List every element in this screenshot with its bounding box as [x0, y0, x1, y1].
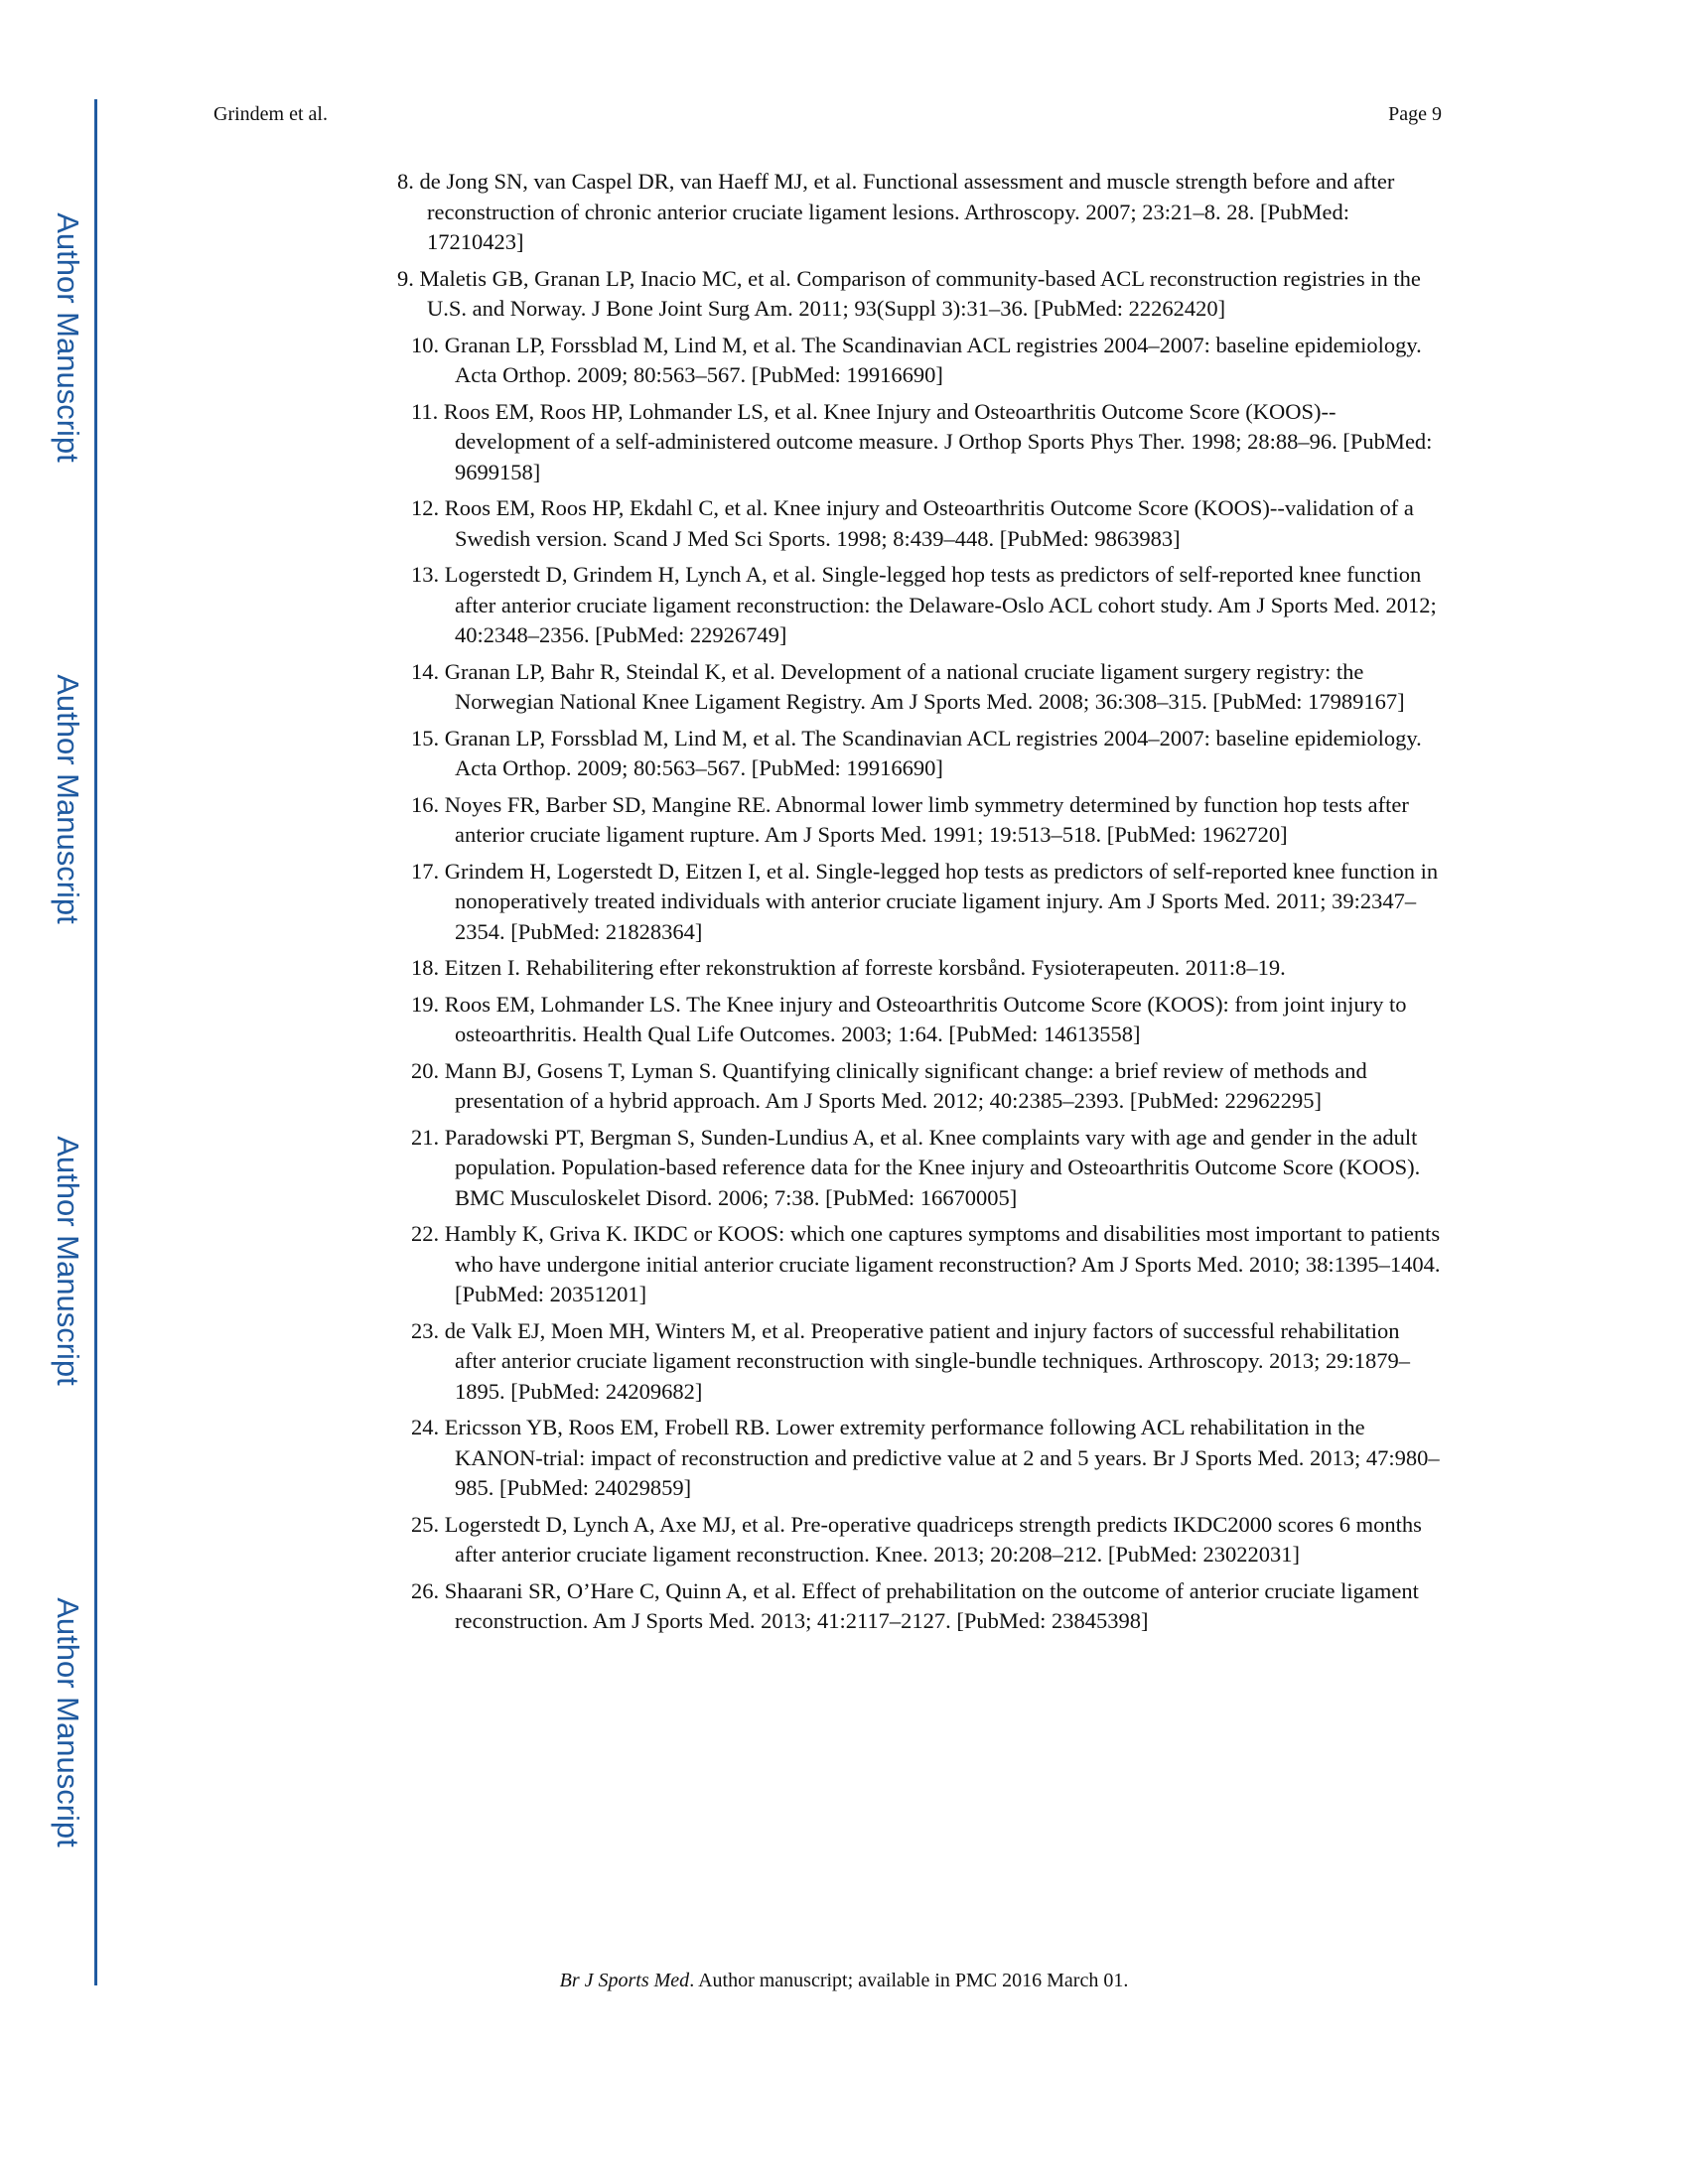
reference-number: 19.	[411, 991, 440, 1017]
reference-item	[411, 724, 1444, 784]
reference-number: 16.	[411, 791, 440, 817]
reference-text: Logerstedt D, Lynch A, Axe MJ, et al. Pre-operative quadriceps strength predicts IKDC2000 scores 6 months after anterior cruciate ligament reconstruction. Knee. 2013; 20:208–212. [PubMed: 23022031]	[444, 1511, 1422, 1567]
reference-item	[411, 1316, 1444, 1408]
reference-number: 12.	[411, 495, 440, 520]
reference-number: 11.	[411, 398, 439, 424]
sidebar-divider	[94, 99, 97, 1985]
reference-item	[411, 657, 1444, 718]
reference-number: 26.	[411, 1577, 440, 1603]
reference-text: Grindem H, Logerstedt D, Eitzen I, et al. Single-legged hop tests as predictors of self-reported knee function in nonoperatively treated individuals with anterior cruciate ligament injury. Am J Sports Med. 2011; 39:2347–2354. [PubMed: 21828364]	[444, 858, 1439, 944]
reference-text: Granan LP, Forssblad M, Lind M, et al. The Scandinavian ACL registries 2004–2007: baseline epidemiology. Acta Orthop. 2009; 80:563–567. [PubMed: 19916690]	[444, 332, 1422, 387]
reference-number: 14.	[411, 658, 440, 684]
reference-item	[411, 331, 1444, 391]
footer-text: . Author manuscript; available in PMC 2016 March 01.	[689, 1970, 1129, 1991]
reference-number: 13.	[411, 562, 440, 587]
reference-item	[411, 560, 1444, 651]
page-footer	[0, 1970, 1688, 1992]
reference-text: Maletis GB, Granan LP, Inacio MC, et al. Comparison of community-based ACL reconstruction registries in the U.S. and Norway. J Bone Joint Surg Am. 2011; 93(Suppl 3):31–36. [PubMed: 22262420]	[419, 265, 1421, 321]
reference-item	[411, 990, 1444, 1050]
reference-number: 17.	[411, 858, 440, 884]
reference-text: Granan LP, Bahr R, Steindal K, et al. Development of a national cruciate ligament surgery registry: the Norwegian National Knee Ligament Registry. Am J Sports Med. 2008; 36:308–315. [PubMed: 17989167]	[444, 658, 1405, 714]
reference-item	[411, 493, 1444, 554]
reference-item	[411, 397, 1444, 488]
reference-item	[411, 790, 1444, 851]
reference-text: Shaarani SR, O’Hare C, Quinn A, et al. Effect of prehabilitation on the outcome of anterior cruciate ligament reconstruction. Am J Sports Med. 2013; 41:2117–2127. [PubMed: 23845398]	[444, 1577, 1419, 1633]
reference-text: Mann BJ, Gosens T, Lyman S. Quantifying clinically significant change: a brief review of methods and presentation of a hybrid approach. Am J Sports Med. 2012; 40:2385–2393. [PubMed: 22962295]	[444, 1057, 1367, 1113]
reference-text: Roos EM, Lohmander LS. The Knee injury and Osteoarthritis Outcome Score (KOOS): from joint injury to osteoarthritis. Health Qual Life Outcomes. 2003; 1:64. [PubMed: 14613558]	[444, 991, 1407, 1046]
reference-item	[411, 1510, 1444, 1570]
page-number: Page 9	[1388, 103, 1442, 125]
reference-number: 20.	[411, 1057, 440, 1083]
reference-item	[411, 1056, 1444, 1117]
reference-number: 18.	[411, 955, 440, 980]
reference-item	[397, 264, 1444, 325]
reference-number: 21.	[411, 1124, 440, 1150]
reference-number: 10.	[411, 332, 440, 357]
footer-journal: Br J Sports Med	[559, 1970, 690, 1991]
reference-item	[411, 1413, 1444, 1504]
reference-text: de Valk EJ, Moen MH, Winters M, et al. Preoperative patient and injury factors of successful rehabilitation after anterior cruciate ligament reconstruction with single-bundle techniques. Arthroscopy. 2013; 29:1879–1895. [PubMed: 24209682]	[444, 1317, 1411, 1404]
reference-item	[411, 1123, 1444, 1214]
reference-text: Roos EM, Roos HP, Lohmander LS, et al. Knee Injury and Osteoarthritis Outcome Score (KOOS)--development of a self-administered outcome measure. J Orthop Sports Phys Ther. 1998; 28:88–96. [PubMed: 9699158]	[443, 398, 1433, 484]
reference-number: 15.	[411, 725, 440, 751]
reference-text: Paradowski PT, Bergman S, Sunden-Lundius A, et al. Knee complaints vary with age and gender in the adult population. Population-based reference data for the Knee injury and Osteoarthritis Outcome Score (KOOS). BMC Musculoskelet Disord. 2006; 7:38. [PubMed: 16670005]	[444, 1124, 1421, 1210]
reference-text: Noyes FR, Barber SD, Mangine RE. Abnormal lower limb symmetry determined by function hop tests after anterior cruciate ligament rupture. Am J Sports Med. 1991; 19:513–518. [PubMed: 1962720]	[444, 791, 1409, 847]
reference-text: Hambly K, Griva K. IKDC or KOOS: which one captures symptoms and disabilities most important to patients who have undergone initial anterior cruciate ligament reconstruction? Am J Sports Med. 2010; 38:1395–1404. [PubMed: 20351201]	[444, 1221, 1441, 1306]
reference-item	[397, 167, 1444, 258]
reference-text: Logerstedt D, Grindem H, Lynch A, et al. Single-legged hop tests as predictors of self-reported knee function after anterior cruciate ligament reconstruction: the Delaware-Oslo ACL cohort study. Am J Sports Med. 2012; 40:2348–2356. [PubMed: 22926749]	[444, 562, 1437, 647]
reference-text: Ericsson YB, Roos EM, Frobell RB. Lower extremity performance following ACL rehabilitation in the KANON-trial: impact of reconstruction and predictive value at 2 and 5 years. Br J Sports Med. 2013; 47:980–985. [PubMed: 24029859]	[444, 1415, 1440, 1500]
reference-number: 22.	[411, 1221, 440, 1246]
reference-number: 23.	[411, 1317, 440, 1343]
reference-text: Granan LP, Forssblad M, Lind M, et al. The Scandinavian ACL registries 2004–2007: baseline epidemiology. Acta Orthop. 2009; 80:563–567. [PubMed: 19916690]	[444, 725, 1422, 780]
reference-item	[411, 857, 1444, 948]
reference-number: 25.	[411, 1511, 440, 1537]
reference-item	[411, 1576, 1444, 1637]
reference-text: Eitzen I. Rehabilitering efter rekonstruktion af forreste korsbånd. Fysioterapeuten. 2011:8–19.	[444, 955, 1286, 980]
reference-item	[411, 1219, 1444, 1310]
reference-text: de Jong SN, van Caspel DR, van Haeff MJ, et al. Functional assessment and muscle strength before and after reconstruction of chronic anterior cruciate ligament lesions. Arthroscopy. 2007; 23:21–8. 28. [PubMed: 17210423]	[419, 169, 1395, 254]
reference-item	[411, 953, 1444, 984]
running-head-authors: Grindem et al.	[213, 103, 328, 125]
reference-number: 24.	[411, 1415, 440, 1439]
reference-number: 9.	[397, 265, 414, 291]
reference-text: Roos EM, Roos HP, Ekdahl C, et al. Knee injury and Osteoarthritis Outcome Score (KOOS)--validation of a Swedish version. Scand J Med Sci Sports. 1998; 8:439–448. [PubMed: 9863983]	[444, 495, 1414, 551]
reference-number: 8.	[397, 169, 414, 194]
reference-list	[397, 167, 1444, 1643]
